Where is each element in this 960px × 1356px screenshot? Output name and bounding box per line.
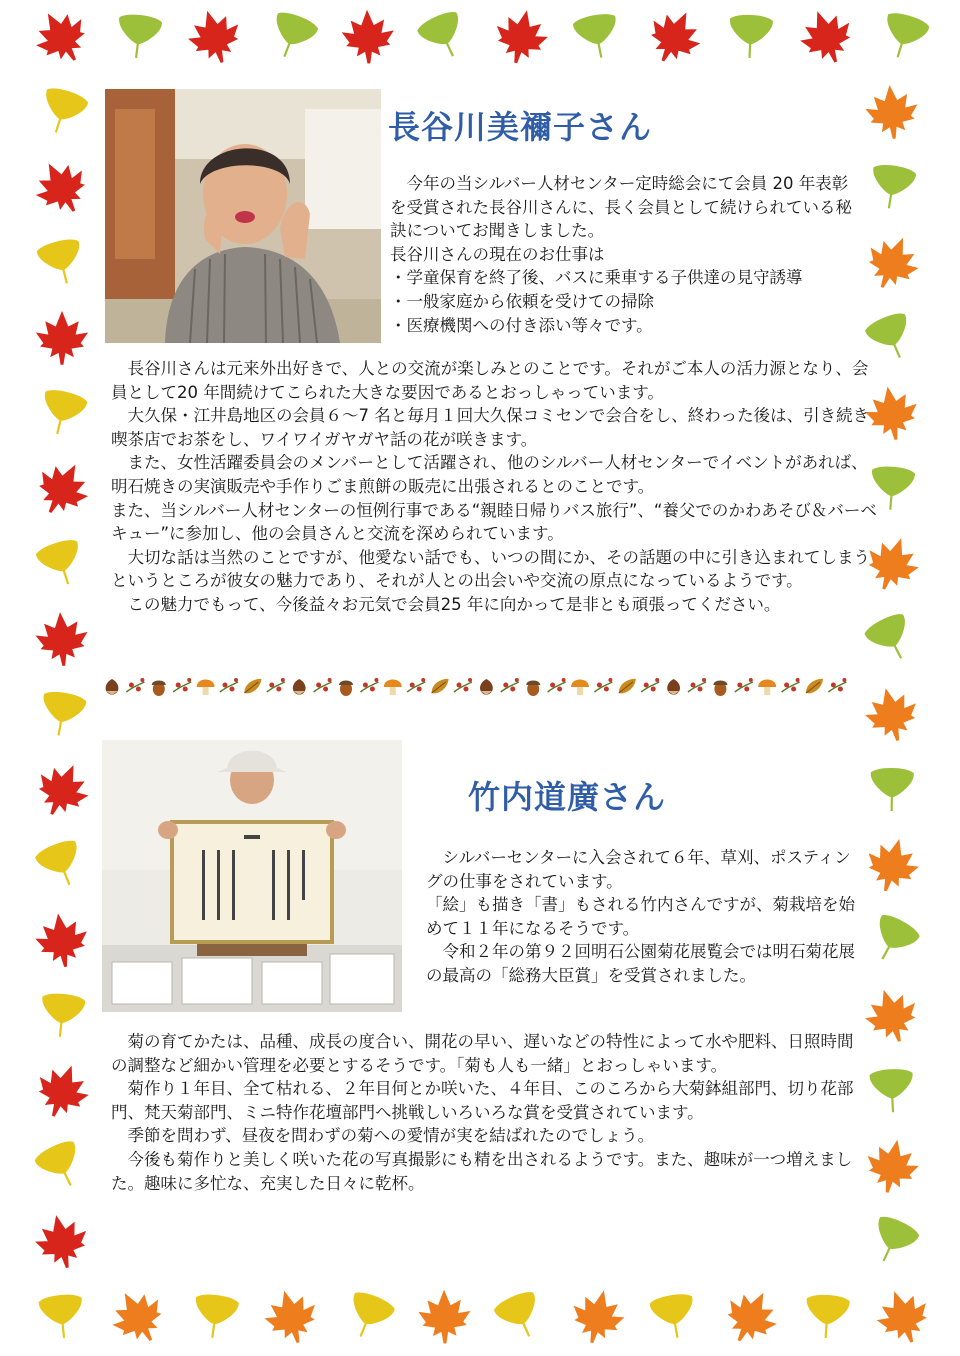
berry-sprig-icon (267, 678, 285, 692)
ginkgo-leaf-icon (416, 9, 472, 65)
acorn-icon (526, 681, 540, 697)
chestnut-icon (106, 679, 119, 695)
berry-sprig-icon (126, 678, 144, 692)
maple-leaf-icon (860, 984, 923, 1048)
body-paragraph: 長谷川さんは元来外出好きで、人との交流が楽しみとのことです。それがご本人の活力源となり、会員として20 年間続けてこられた大きな要因であるとおっしゃっています。 (111, 359, 869, 402)
dry-leaf-icon (244, 679, 261, 694)
maple-leaf-icon (27, 2, 96, 72)
berry-sprig-icon (173, 678, 191, 692)
intro-paragraph: シルバーセンターに入会されて６年、草刈、ポスティングの仕事をされています。 (426, 848, 851, 891)
berry-sprig-icon (360, 678, 378, 692)
intro-bullet: ・医療機関への付き添い等々です。 (390, 315, 653, 335)
ginkgo-leaf-icon (871, 768, 914, 811)
mushroom-icon (571, 680, 589, 696)
ginkgo-leaf-icon (864, 912, 921, 970)
takeuchi-photo (102, 740, 402, 1012)
body-paragraph: また、当シルバー人材センターの恒例行事である“親睦日帰りバス旅行”、“養父でのかわあそび＆バーベキュー”に参加し、他の会員さんと交流を深められています。 (111, 500, 877, 544)
intro-line: 長谷川さんの現在のお仕事は (390, 244, 605, 264)
dry-leaf-icon (619, 679, 636, 694)
intro-paragraph: 令和２年の第９２回明石公園菊花展覧会では明石菊花展の最高の「総務大臣賞」を受賞されました。 (426, 942, 855, 985)
ginkgo-leaf-icon (728, 14, 772, 59)
ginkgo-leaf-icon (493, 1289, 549, 1345)
maple-leaf-icon (104, 1282, 173, 1352)
ginkgo-leaf-icon (35, 537, 88, 590)
body-paragraph: 菊の育てかたは、品種、成長の度合い、開花の早い、遅いなどの特性によって水や肥料、日照時間の調整など細かい管理を必要とするそうです。「菊も人も一緒」とおっしゃいます。 (111, 1032, 854, 1075)
mushroom-icon (197, 680, 215, 696)
dry-leaf-icon (432, 679, 449, 694)
maple-leaf-icon (184, 5, 246, 69)
berry-sprig-icon (501, 678, 519, 692)
ginkgo-leaf-icon (265, 9, 320, 64)
chestnut-icon (667, 679, 680, 695)
berry-sprig-icon (641, 678, 659, 692)
maple-leaf-icon (717, 1283, 785, 1352)
article2-body (111, 1030, 857, 1195)
ginkgo-leaf-icon (37, 388, 88, 439)
body-paragraph: この魅力でもって、今後益々お元気で会員25 年に向かって是非とも頑張ってください。 (127, 594, 781, 614)
body-paragraph: 菊作り１年目、全て枯れる、２年目何とか咲いた、４年目、このころから大菊鉢組部門、切り花部門、梵天菊部門、ミニ特作花壇部門へ挑戦しいろいろな賞を受賞されています。 (111, 1079, 854, 1122)
maple-leaf-icon (35, 612, 89, 667)
maple-leaf-icon (862, 684, 922, 746)
ginkgo-leaf-icon (191, 1293, 239, 1341)
maple-leaf-icon (27, 153, 96, 222)
certificate-photo (102, 740, 402, 1012)
ginkgo-leaf-icon (115, 13, 162, 60)
maple-leaf-icon (33, 911, 90, 969)
maple-leaf-icon (641, 3, 709, 72)
mushroom-icon (384, 680, 402, 696)
mushroom-icon (758, 680, 776, 696)
maple-leaf-icon (29, 756, 96, 824)
ginkgo-leaf-icon (868, 163, 916, 212)
body-paragraph: また、女性活躍委員会のメンバーとして活躍され、他のシルバー人材センターでイベントがあれば、明石焼きの実演販売や手作りごま煎餅の販売に出張されるとのことです。 (111, 453, 868, 496)
maple-leaf-icon (32, 1211, 92, 1272)
maple-leaf-icon (863, 1136, 922, 1197)
body-paragraph: 大久保・江井島地区の会員６～7 名と毎月１回大久保コミセンで会合をし、終わった後は、引き続き喫茶店でお茶をし、ワイワイガヤガヤ話の花が咲きます。 (111, 406, 870, 449)
ginkgo-leaf-icon (33, 1138, 89, 1195)
maple-leaf-icon (871, 1284, 935, 1349)
portrait-photo (105, 89, 381, 343)
berry-sprig-icon (828, 678, 846, 692)
intro-bullet: ・一般家庭から依頼を受けての掃除 (390, 291, 654, 311)
article1-intro (390, 172, 864, 337)
ginkgo-leaf-icon (864, 1214, 920, 1270)
article2-intro (426, 846, 862, 988)
ginkgo-leaf-icon (36, 85, 89, 138)
body-paragraph: 今後も菊作りと美しく咲いた花の写真撮影にも精を出されるようです。また、趣味が一つ増えました。趣味に多忙な、充実した日々に乾杯。 (111, 1149, 853, 1193)
chestnut-icon (480, 679, 493, 695)
intro-paragraph: 今年の当シルバー人材センター定時総会にて会員 20 年表彰を受賞された長谷川さんに、長く会員として続けられている秘訣についてお聞きしました。 (390, 174, 852, 241)
berry-sprig-icon (782, 678, 800, 692)
maple-leaf-icon (859, 229, 925, 296)
maple-leaf-icon (30, 1058, 95, 1124)
hasegawa-photo (105, 89, 381, 343)
maple-leaf-icon (491, 6, 551, 67)
berry-sprig-icon (735, 678, 753, 692)
autumn-divider (100, 672, 860, 702)
maple-leaf-icon (260, 1285, 322, 1348)
berry-sprig-icon (314, 678, 332, 692)
acorn-icon (339, 681, 353, 697)
maple-leaf-icon (28, 454, 97, 523)
body-paragraph: 大切な話は当然のことですが、他愛ない話でも、いつの間にか、その話題の中に引き込まれてしまうというところが彼女の魅力であり、それが人との出会いや交流の原点になっているようです。 (111, 547, 870, 591)
chestnut-icon (293, 679, 306, 695)
article2-title: 竹内道廣さん (468, 778, 667, 816)
berry-sprig-icon (688, 678, 706, 692)
dry-leaf-icon (806, 679, 823, 694)
berry-sprig-icon (454, 678, 472, 692)
ginkgo-leaf-icon (38, 690, 87, 739)
ginkgo-leaf-icon (36, 237, 87, 288)
ginkgo-leaf-icon (341, 1289, 396, 1344)
body-paragraph: 季節を問わず、昼夜を問わずの菊への愛情が実を結ばれたのでしょう。 (127, 1126, 655, 1146)
berry-sprig-icon (548, 678, 566, 692)
maple-leaf-icon (37, 312, 87, 364)
berry-sprig-icon (220, 678, 238, 692)
maple-leaf-icon (794, 4, 859, 70)
acorn-icon (152, 681, 166, 697)
ginkgo-leaf-icon (573, 12, 622, 62)
ginkgo-leaf-icon (649, 1292, 698, 1341)
article1-body (111, 357, 879, 617)
berry-sprig-icon (407, 678, 425, 692)
intro-bullet: ・学童保育を終了後、バスに乗車する子供達の見守誘導 (390, 268, 803, 288)
article1-title: 長谷川美禰子さん (388, 108, 653, 146)
ginkgo-leaf-icon (870, 1069, 914, 1114)
ginkgo-leaf-icon (34, 838, 89, 893)
intro-paragraph: 「絵」も描き「書」もされる竹内さんですが、菊栽培を始めて１１年になるそうです。 (426, 895, 855, 938)
maple-leaf-icon (861, 834, 923, 897)
maple-leaf-icon (568, 1286, 628, 1348)
acorn-icon (713, 681, 727, 697)
maple-leaf-icon (342, 10, 394, 64)
ginkgo-leaf-icon (863, 611, 920, 668)
ginkgo-leaf-icon (878, 10, 931, 63)
ginkgo-leaf-icon (39, 1293, 85, 1340)
ginkgo-leaf-icon (805, 1294, 850, 1339)
maple-leaf-icon (865, 84, 919, 140)
ginkgo-leaf-icon (39, 992, 85, 1039)
berry-sprig-icon (594, 678, 612, 692)
maple-leaf-icon (419, 1291, 470, 1344)
